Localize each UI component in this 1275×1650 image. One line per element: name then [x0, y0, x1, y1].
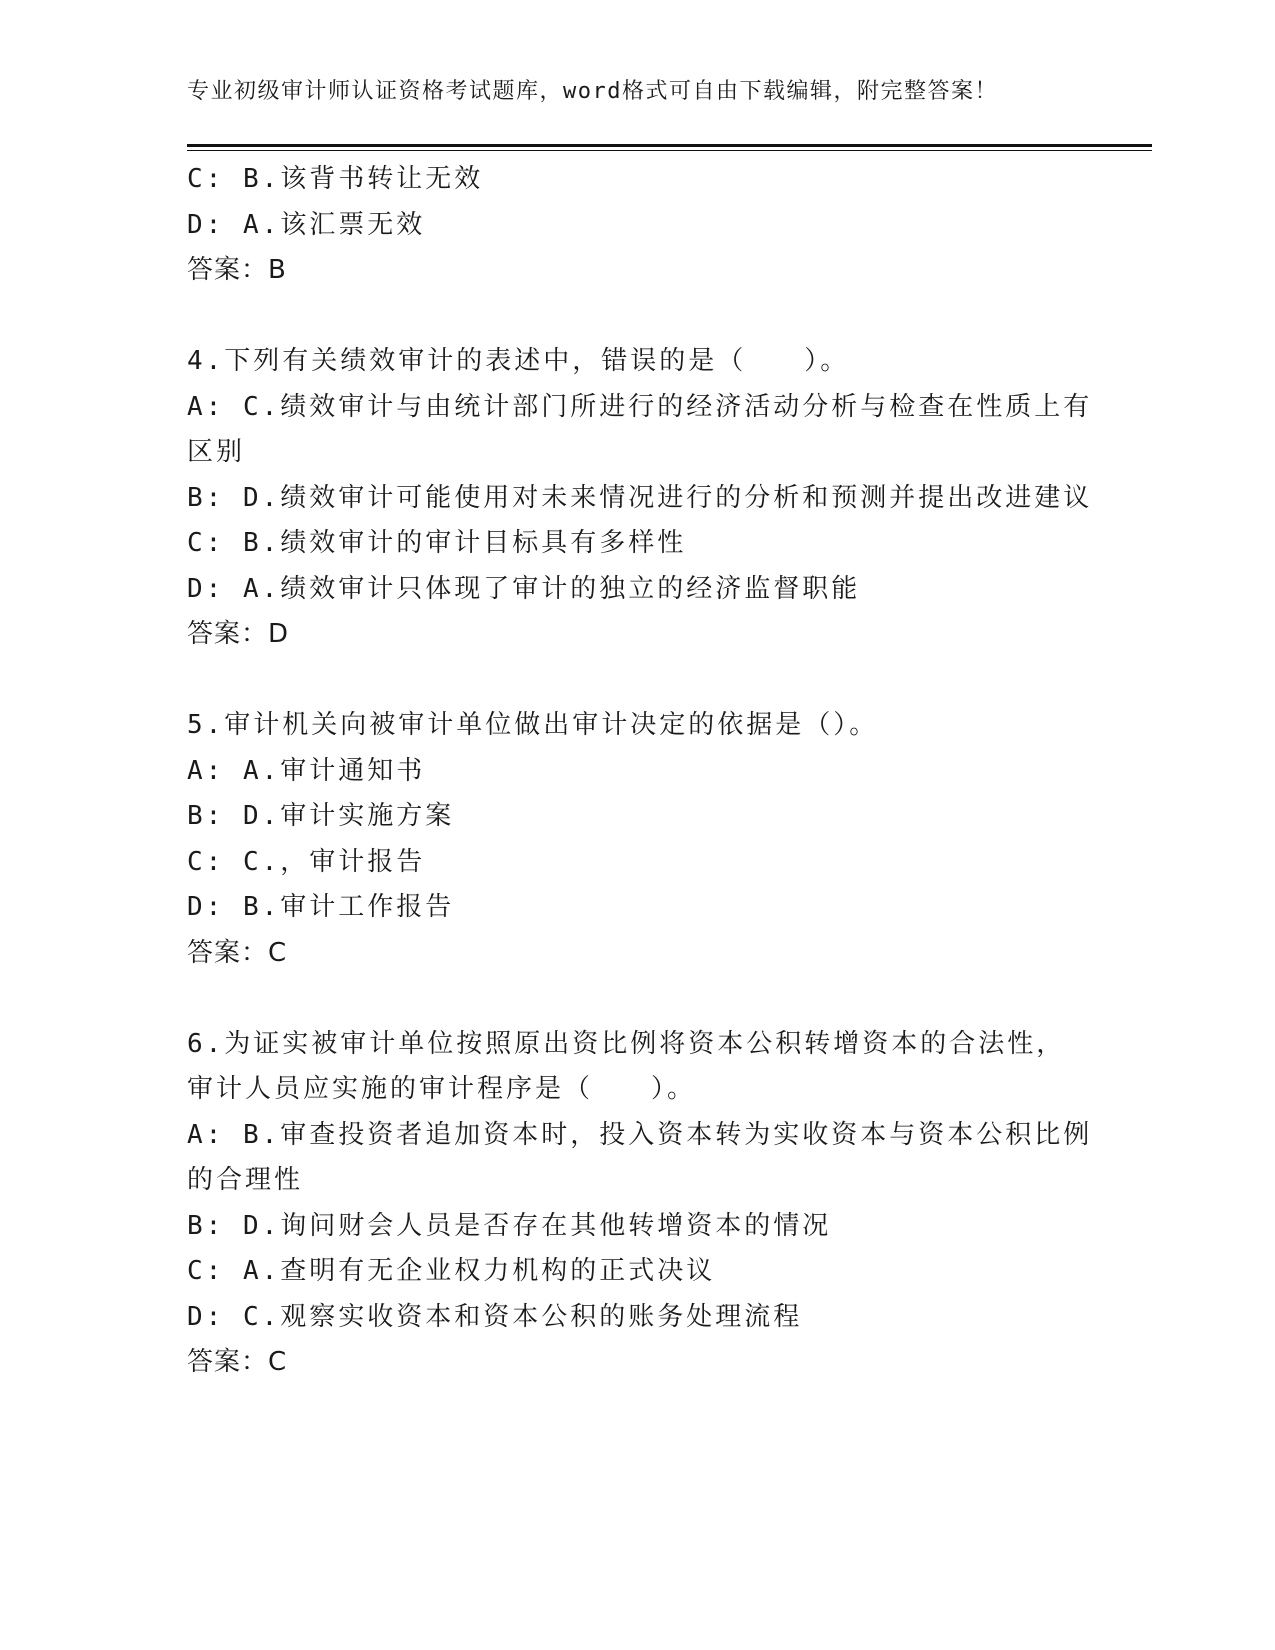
spacer: [187, 976, 1067, 1022]
spacer: [187, 294, 1067, 340]
page-header: 专业初级审计师认证资格考试题库，word格式可自由下载编辑，附完整答案！: [187, 79, 998, 104]
option-b: B: D.审计实施方案: [187, 801, 455, 831]
option-a-continued: 区别: [187, 437, 246, 467]
option-a: A: C.绩效审计与由统计部门所进行的经济活动分析与检查在性质上有: [187, 391, 1093, 422]
answer-line: 答案：C: [187, 937, 288, 968]
option-a: A: A.审计通知书: [187, 755, 426, 786]
answer-line: 答案：C: [187, 1347, 288, 1377]
question-stem: 4.下列有关绩效审计的表述中，错误的是（ ）。: [187, 346, 850, 376]
option-c: C: C.，审计报告: [187, 846, 426, 877]
spacer: [187, 658, 1067, 704]
option-b: B: D.绩效审计可能使用对未来情况进行的分析和预测并提出改进建议: [187, 482, 1093, 513]
answer-line: 答案：D: [187, 619, 290, 649]
question-stem-continued: 审计人员应实施的审计程序是（ ）。: [187, 1074, 697, 1104]
option-b: B: D.询问财会人员是否存在其他转增资本的情况: [187, 1210, 832, 1241]
header-rule-thin: [187, 150, 1152, 151]
question-stem: 6.为证实被审计单位按照原出资比例将资本公积转增资本的合法性，: [187, 1028, 1066, 1059]
option-a: A: B.审查投资者追加资本时，投入资本转为实收资本与资本公积比例: [187, 1119, 1093, 1150]
option-d: D: C.观察实收资本和资本公积的账务处理流程: [187, 1301, 803, 1332]
option-d: D: A.绩效审计只体现了审计的独立的经济监督职能: [187, 573, 861, 604]
option-d: D: A.该汇票无效: [187, 209, 426, 240]
option-c: C: A.查明有无企业权力机构的正式决议: [187, 1256, 716, 1286]
question-stem: 5.审计机关向被审计单位做出审计决定的依据是（）。: [187, 710, 879, 740]
option-c: C: B.绩效审计的审计目标具有多样性: [187, 528, 687, 558]
option-c: C: B.该背书转让无效: [187, 164, 484, 194]
header-rule-thick: [187, 144, 1152, 147]
option-d: D: B.审计工作报告: [187, 892, 455, 922]
option-a-continued: 的合理性: [187, 1165, 304, 1195]
answer-line: 答案：B: [187, 255, 287, 285]
question-content: [187, 157, 1093, 1386]
